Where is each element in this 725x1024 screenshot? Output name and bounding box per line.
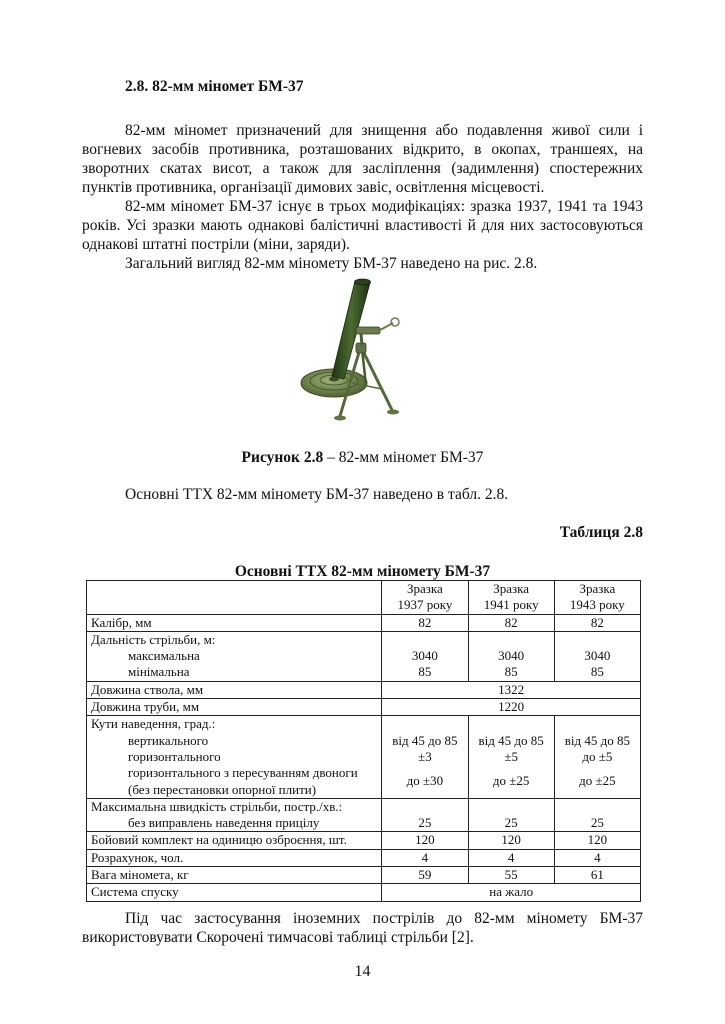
table-row [87,798,641,832]
row-label-caliber: Калібр, мм [87,614,382,631]
table-row [87,614,641,631]
table-cell: 4 [554,849,640,866]
table-cell: 25 [554,798,640,832]
table-cell: 120 [382,832,468,849]
paragraph-foreign-rounds: Під час застосування іноземних пострілів до 82-мм міномету БМ-37 використовувати Скорочені тимчасові таблиці стрільби [2]. [82,910,643,946]
table-cell: 1220 [382,699,641,716]
table-title: Основні ТТХ 82-мм міномету БМ-37 [234,563,491,580]
row-label-barrel-length: Довжина ствола, мм [87,681,382,698]
table-cell: 120 [468,832,554,849]
row-label-trigger: Система спуску [87,884,382,901]
paragraph-figure-reference: Загальний вигляд 82-мм міномету БМ-37 наведено на рис. 2.8. [125,255,538,272]
header-1937: Зразка 1937 року [382,581,468,615]
row-label-crew: Розрахунок, чол. [87,849,382,866]
row-label-rate: Максимальна швидкість стрільби, постр./хв.: без виправлень наведення прицілу [87,798,382,832]
table-row [87,867,641,884]
table-cell: 25 [468,798,554,832]
table-cell: 120 [554,832,640,849]
table-row [87,849,641,866]
caption-text: – 82-мм міномет БМ-37 [323,449,484,466]
table-row [87,716,641,798]
table-cell: 82 [554,614,640,631]
table-cell: 61 [554,867,640,884]
traverse-handwheel [391,318,399,326]
table-cell: 59 [382,867,468,884]
table-row [87,631,641,681]
table-row [87,681,641,698]
mortar-figure [300,273,426,429]
table-cell: 82 [382,614,468,631]
table-cell: від 45 до 85 ±5 до ±25 [468,716,554,798]
table-cell: 25 [382,798,468,832]
specs-table [86,580,641,902]
table-cell: 1322 [382,681,641,698]
row-label-aiming: Кути наведення, град.: вертикального горизонтального горизонтального з пересуванням двоноги (без перестановки опорної плити) [87,716,382,798]
table-cell: 3040 85 [382,631,468,681]
paragraph-modifications: 82-мм міномет БМ-37 існує в трьох модифікаціях: зразка 1937, 1941 та 1943 років. Усі зразки мають однакові балістичні властивості й для них застосовуються однакові штатні постріли (міни, заряди). [82,198,643,253]
table-header-row [87,581,641,615]
row-label-weight: Вага міномета, кг [87,867,382,884]
row-label-tube-length: Довжина труби, мм [87,699,382,716]
header-1941: Зразка 1941 року [468,581,554,615]
table-cell: 4 [468,849,554,866]
page-number: 14 [354,963,371,980]
table-cell: 4 [382,849,468,866]
caption-label: Рисунок 2.8 [241,449,324,466]
table-reference: Основні ТТХ 82-мм міномету БМ-37 наведено в табл. 2.8. [125,486,509,503]
table-cell: 55 [468,867,554,884]
table-cell: від 45 до 85 до ±5 до ±25 [554,716,640,798]
table-number: Таблиця 2.8 [559,524,643,541]
table-cell: 3040 85 [554,631,640,681]
table-row [87,699,641,716]
table-row [87,884,641,901]
header-1943: Зразка 1943 року [554,581,640,615]
figure-caption [0,449,725,467]
table-cell: 3040 85 [468,631,554,681]
table-row [87,832,641,849]
paragraph-purpose: 82-мм міномет призначений для знищення або подавлення живої сили і вогневих засобів противника, розташованих відкрито, в окопах, траншеях, на зворотних скатах висот, а також для засліплення (задимлення) спостережних пунктів противника, організації димових завіс, освітлення місцевості. [82,122,643,196]
table-cell: на жало [382,884,641,901]
row-label-range: Дальність стрільби, м: максимальна мінімальна [87,631,382,681]
section-title: 2.8. 82-мм міномет БМ-37 [125,78,304,95]
header-empty-cell [87,581,382,615]
row-label-ammo: Бойовий комплект на одиницю озброєння, шт. [87,832,382,849]
table-cell: 82 [468,614,554,631]
table-cell: від 45 до 85 ±3 до ±30 [382,716,468,798]
